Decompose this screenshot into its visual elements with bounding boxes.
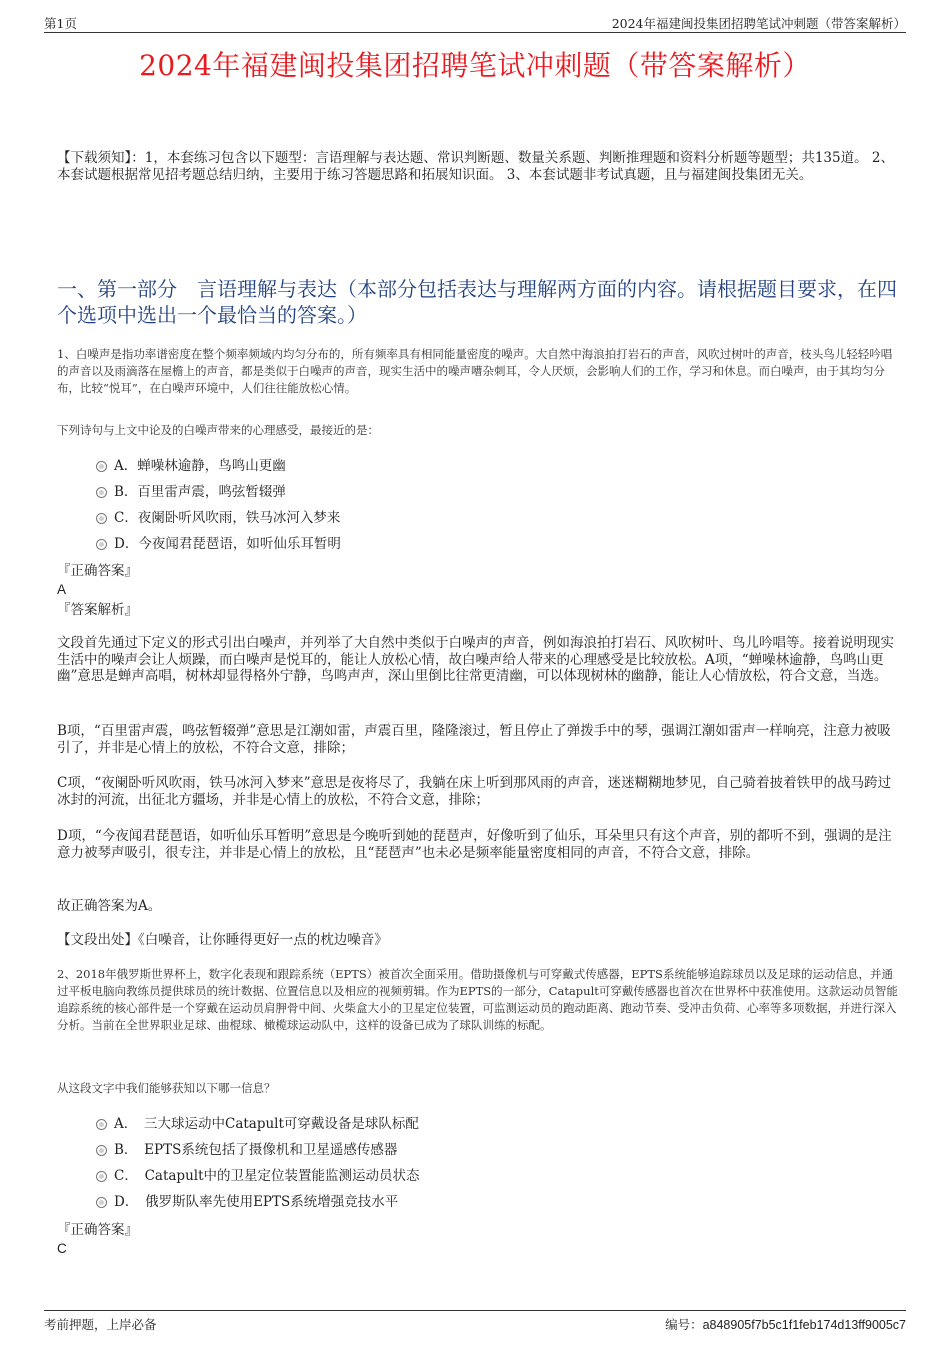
radio-icon[interactable] bbox=[96, 1119, 107, 1130]
option-label: D．今夜闻君琵琶语，如听仙乐耳暂明 bbox=[114, 536, 341, 552]
option-label: C．夜阑卧听风吹雨，铁马冰河入梦来 bbox=[114, 510, 341, 526]
q2-option-a[interactable] bbox=[96, 1111, 796, 1137]
page-header bbox=[44, 12, 906, 33]
option-label: C． Catapult中的卫星定位装置能监测运动员状态 bbox=[114, 1168, 420, 1184]
q1-analysis-c: C项，“夜阑卧听风吹雨，铁马冰河入梦来”意思是夜将尽了，我躺在床上听到那风雨的声音，迷迷糊糊地梦见，自己骑着披着铁甲的战马跨过冰封的河流，出征北方疆场，并非是心情上的放松，不符合文意，排除； bbox=[57, 775, 892, 808]
radio-icon[interactable] bbox=[96, 1145, 107, 1156]
radio-icon[interactable] bbox=[96, 487, 107, 498]
footer-slogan: 考前押题，上岸必备 bbox=[44, 1317, 157, 1332]
q2-option-d[interactable] bbox=[96, 1189, 796, 1215]
q1-option-b[interactable] bbox=[96, 479, 796, 505]
option-label: B． EPTS系统包括了摄像机和卫星遥感传感器 bbox=[114, 1142, 398, 1158]
header-doc-title: 2024年福建闽投集团招聘笔试冲刺题（带答案解析） bbox=[611, 16, 906, 31]
section-heading: 一、第一部分 言语理解与表达（本部分包括表达与理解两方面的内容。请根据题目要求，在四个选项中选出一个最恰当的答案。） bbox=[57, 277, 897, 327]
q1-answer-label: 『正确答案』 bbox=[57, 563, 138, 579]
radio-icon[interactable] bbox=[96, 513, 107, 524]
q1-analysis-a: 文段首先通过下定义的形式引出白噪声，并列举了大自然中类似于白噪声的声音，例如海浪拍打岩石、风吹树叶、鸟儿吟唱等。接着说明现实生活中的噪声会让人烦躁，而白噪声是悦耳的，能让人放松心情，故白噪声给人带来的心理感受是比较放松。A项，“蝉噪林逾静，鸟鸣山更幽”意思是蝉声高唱，树林却显得格外宁静，鸟鸣声声，深山里倒比往常更清幽，可以体现树林的幽静，能让人心情放松，符合文意，当选。 bbox=[57, 635, 894, 684]
q1-analysis-b: B项，“百里雷声震，鸣弦暂辍弹”意思是江潮如雷，声震百里，隆隆滚过，暂且停止了弹拨手中的琴，强调江潮如雷声一样响亮，注意力被吸引了，并非是心情上的放松，不符合文意，排除； bbox=[57, 723, 891, 756]
q2-answer-label: 『正确答案』 bbox=[57, 1222, 138, 1238]
radio-icon[interactable] bbox=[96, 461, 107, 472]
option-label: A．蝉噪林逾静，鸟鸣山更幽 bbox=[114, 458, 286, 474]
q1-option-a[interactable] bbox=[96, 453, 796, 479]
q2-option-c[interactable] bbox=[96, 1163, 796, 1189]
q1-conclusion: 故正确答案为A。 bbox=[57, 898, 162, 914]
page-number: 第1页 bbox=[44, 16, 77, 31]
option-label: A． 三大球运动中Catapult可穿戴设备是球队标配 bbox=[114, 1116, 419, 1132]
footer-code: 编号：a848905f7b5c1f1feb174d13ff9005c7 bbox=[665, 1318, 906, 1332]
download-notice: 【下载须知】：1，本套练习包含以下题型：言语理解与表达题、常识判断题、数量关系题、判断推理题和资料分析题等题型；共135道。 2、本套试题根据常见招考题总结归纳，主要用于练习答题思路和拓展知识面。 3、本套试题非考试真题，且与福建闽投集团无关。 bbox=[57, 150, 894, 183]
q2-options bbox=[96, 1111, 796, 1215]
q1-option-d[interactable] bbox=[96, 531, 796, 557]
radio-icon[interactable] bbox=[96, 1171, 107, 1182]
q1-analysis-d: D项，“今夜闻君琵琶语，如听仙乐耳暂明”意思是今晚听到她的琵琶声，好像听到了仙乐，耳朵里只有这个声音，别的都听不到，强调的是注意力被琴声吸引，很专注，并非是心情上的放松，且“琵琶声”也未必是频率能量密度相同的声音，不符合文意，排除。 bbox=[57, 828, 892, 861]
option-label: D． 俄罗斯队率先使用EPTS系统增强竞技水平 bbox=[114, 1194, 399, 1210]
document-title: 2024年福建闽投集团招聘笔试冲刺题（带答案解析） bbox=[139, 49, 811, 82]
q2-question: 从这段文字中我们能够获知以下哪一信息？ bbox=[57, 1081, 276, 1095]
radio-icon[interactable] bbox=[96, 1197, 107, 1208]
q2-stem: 2、2018年俄罗斯世界杯上，数字化表现和跟踪系统（EPTS）被首次全面采用。借助摄像机与可穿戴式传感器，EPTS系统能够追踪球员以及足球的运动信息，并通过平板电脑向教练员提供球员的统计数据、位置信息以及相应的视频剪辑。作为EPTS的一部分，Catapult可穿戴传感器也首次在世界杯中获准使用。这款运动员智能追踪系统的核心部件是一个穿戴在运动员肩胛骨中间、火柴盒大小的卫星定位装置，可监测运动员的跑动距离、跑动节奏、受冲击负荷、心率等多项数据，并进行深入分析。当前在全世界职业足球、曲棍球、橄榄球运动队中，这样的设备已成为了球队训练的标配。 bbox=[57, 967, 898, 1032]
option-label: B．百里雷声震，鸣弦暂辍弹 bbox=[114, 484, 286, 500]
page-footer bbox=[44, 1310, 906, 1333]
radio-icon[interactable] bbox=[96, 539, 107, 550]
q1-answer: A bbox=[57, 582, 67, 597]
q2-answer: C bbox=[57, 1241, 67, 1256]
q2-option-b[interactable] bbox=[96, 1137, 796, 1163]
q1-option-c[interactable] bbox=[96, 505, 796, 531]
q1-options bbox=[96, 453, 796, 557]
q1-source: 【文段出处】《白噪音，让你睡得更好一点的枕边噪音》 bbox=[57, 932, 388, 948]
q1-question: 下列诗句与上文中论及的白噪声带来的心理感受，最接近的是： bbox=[57, 423, 379, 437]
q1-stem: 1、白噪声是指功率谱密度在整个频率频域内均匀分布的，所有频率具有相同能量密度的噪声。大自然中海浪拍打岩石的声音，风吹过树叶的声音，枝头鸟儿轻轻吟唱的声音以及雨滴落在屋檐上的声音，都是类似于白噪声的声音，现实生活中的噪声嘈杂刺耳，令人厌烦，会影响人们的工作，学习和休息。而白噪声，由于其均匀分布，比较“悦耳”，在白噪声环境中，人们往往能放松心情。 bbox=[57, 347, 893, 395]
q1-analysis-label: 『答案解析』 bbox=[57, 602, 138, 618]
